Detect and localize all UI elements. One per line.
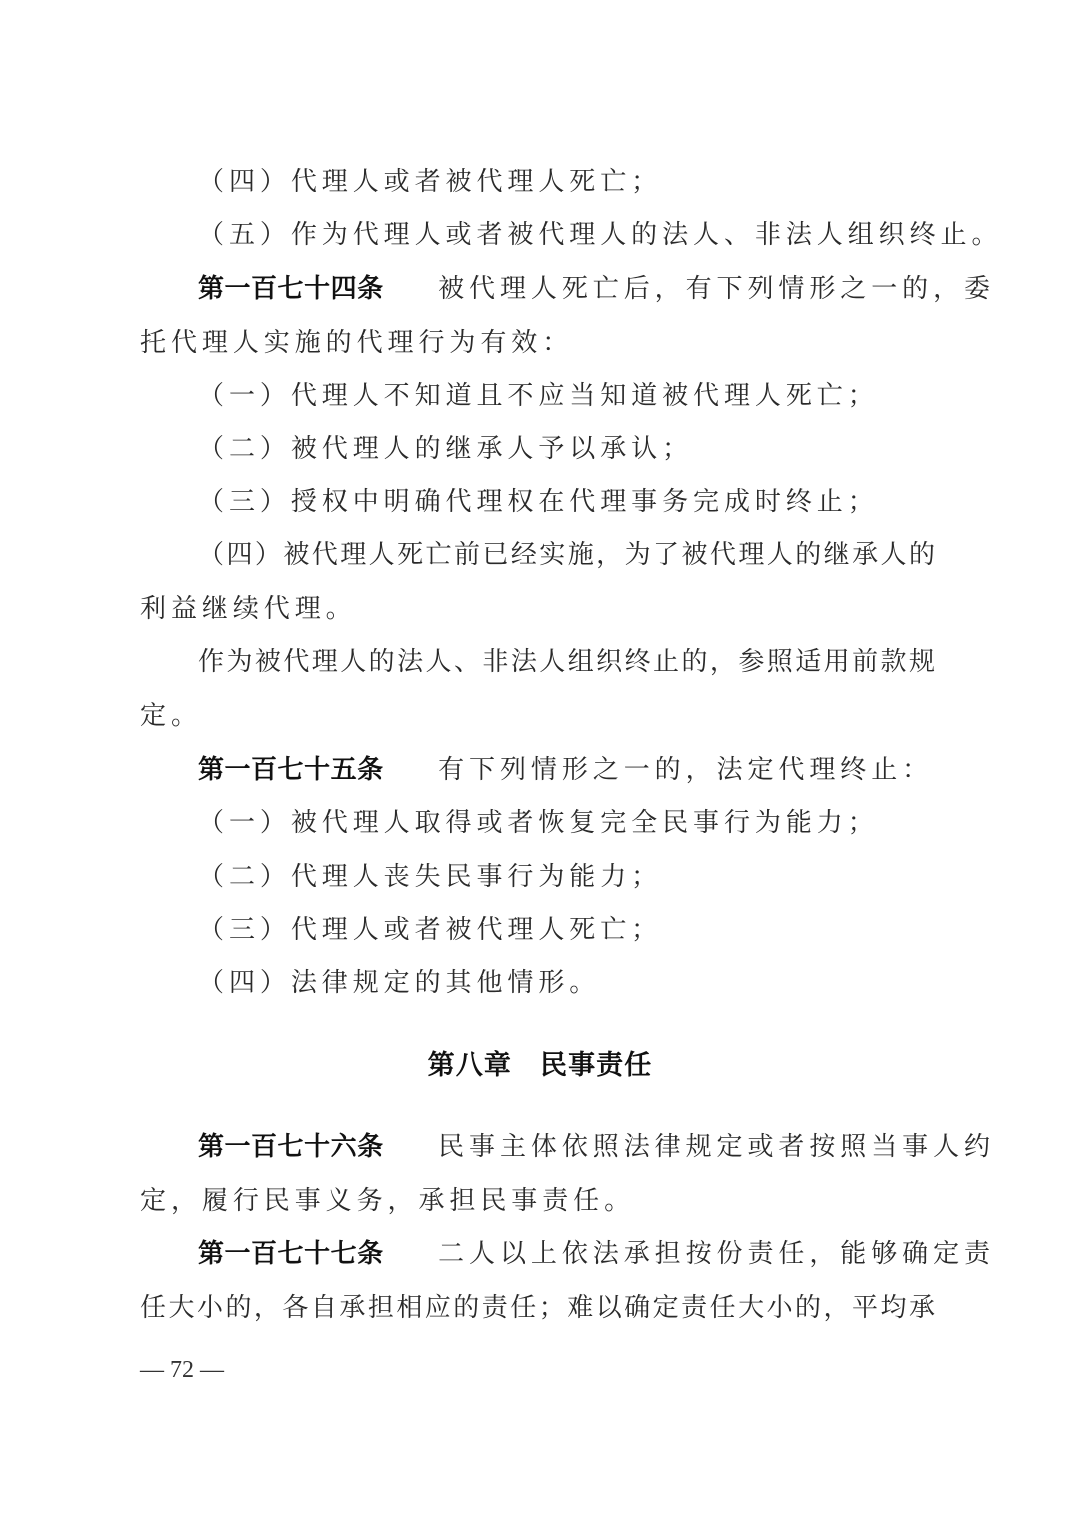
article-text: 二人以上依法承担按份责任，能够确定责 xyxy=(438,1239,995,1269)
text-line: 定。 xyxy=(140,701,202,731)
article-paragraph-first-line xyxy=(198,1227,995,1281)
article-paragraph-first-line xyxy=(198,743,935,797)
text-line: 定，履行民事义务，承担民事责任。 xyxy=(140,1186,636,1216)
article-paragraph-first-line xyxy=(198,1120,995,1174)
text-line: （四）被代理人死亡前已经实施，为了被代理人的继承人的 xyxy=(198,540,935,570)
text-line: （三）授权中明确代理权在代理事务完成时终止； xyxy=(198,487,879,517)
article-heading: 第一百七十四条 xyxy=(198,274,384,304)
chapter-title: 第八章 民事责任 xyxy=(427,1050,653,1081)
text-line: 托代理人实施的代理行为有效： xyxy=(140,328,574,358)
article-text: 被代理人死亡后，有下列情形之一的，委 xyxy=(438,274,995,304)
text-line: （一）代理人不知道且不应当知道被代理人死亡； xyxy=(198,381,879,411)
article-text: 有下列情形之一的，法定代理终止： xyxy=(438,755,934,785)
text-line: （二）被代理人的继承人予以承认； xyxy=(198,434,694,464)
article-heading: 第一百七十五条 xyxy=(198,755,384,785)
page-number: — 72 — xyxy=(140,1357,224,1383)
text-line: 利益继续代理。 xyxy=(140,594,357,624)
article-heading: 第一百七十六条 xyxy=(198,1132,384,1162)
text-line: 作为被代理人的法人、非法人组织终止的，参照适用前款规 xyxy=(198,647,935,677)
text-line: （四）法律规定的其他情形。 xyxy=(198,968,601,998)
text-line: （四）代理人或者被代理人死亡； xyxy=(198,167,663,197)
text-line: （一）被代理人取得或者恢复完全民事行为能力； xyxy=(198,808,879,838)
article-paragraph-first-line xyxy=(198,262,995,316)
text-line: （三）代理人或者被代理人死亡； xyxy=(198,915,663,945)
article-text: 民事主体依照法律规定或者按照当事人约 xyxy=(438,1132,995,1162)
text-line: （五）作为代理人或者被代理人的法人、非法人组织终止。 xyxy=(198,220,1003,250)
article-heading: 第一百七十七条 xyxy=(198,1239,384,1269)
text-line: 任大小的，各自承担相应的责任；难以确定责任大小的，平均承 xyxy=(140,1293,935,1323)
text-line: （二）代理人丧失民事行为能力； xyxy=(198,862,663,892)
